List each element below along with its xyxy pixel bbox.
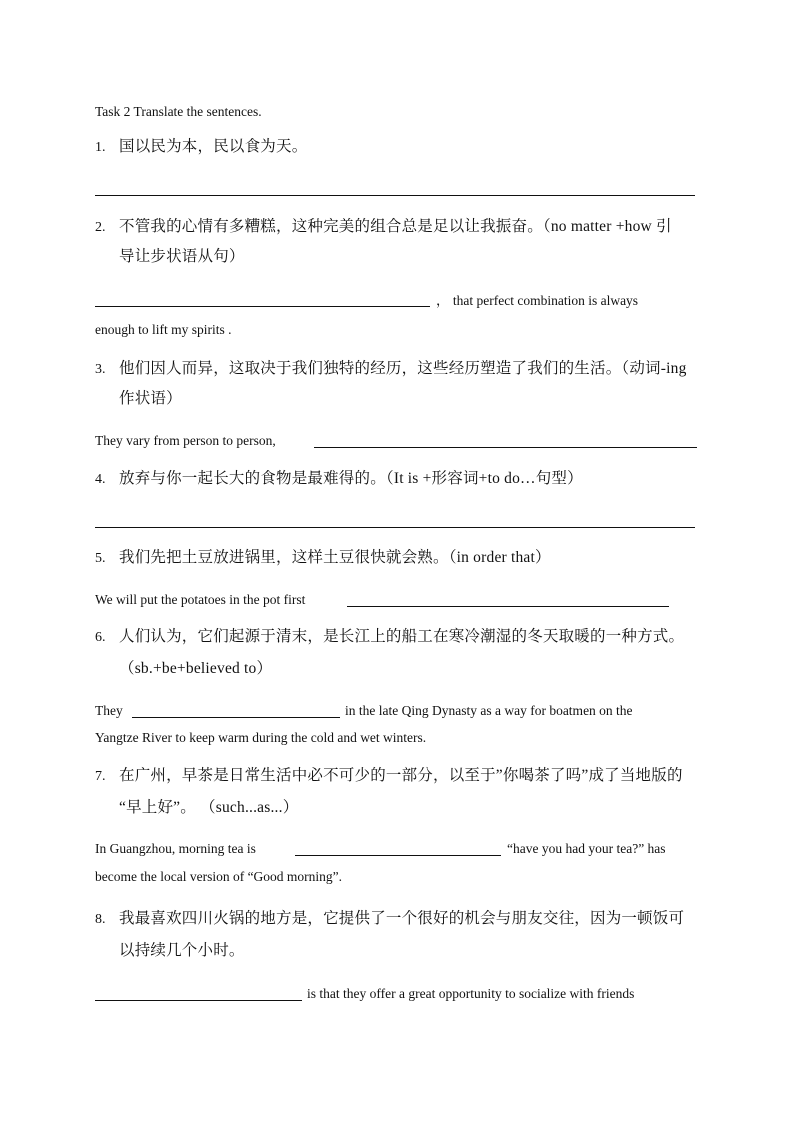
item-2-answer-part-b: enough to lift my spirits . bbox=[95, 322, 232, 337]
item-8-chinese-line1: 我最喜欢四川火锅的地方是，它提供了一个很好的机会与朋友交往，因为一顿饭可 bbox=[119, 910, 685, 927]
item-3-chinese-line1: 他们因人而异，这取决于我们独特的经历，这些经历塑造了我们的生活。（动词-ing bbox=[119, 360, 687, 377]
answer-line[interactable] bbox=[95, 195, 695, 196]
item-6-chinese-line1: 人们认为，它们起源于清末，是长江上的船工在寒冷潮湿的冬天取暖的一种方式。 bbox=[119, 628, 685, 645]
item-7-chinese-line1: 在广州，早茶是日常生活中必不可少的一部分，以至于”你喝茶了吗”成了当地版的 bbox=[119, 767, 683, 784]
item-number: 4. bbox=[95, 472, 106, 487]
item-2-answer-part-a: ， that perfect combination is always bbox=[436, 293, 639, 308]
item-3-answer-prefix: They vary from person to person, bbox=[95, 433, 276, 448]
item-number: 1. bbox=[95, 140, 106, 155]
item-7-answer-prefix: In Guangzhou, morning tea is bbox=[95, 841, 256, 856]
item-6-chinese-line2: （sb.+be+believed to） bbox=[119, 660, 273, 677]
item-6-answer-prefix: They bbox=[95, 703, 123, 718]
item-8-chinese-line2: 以持续几个小时。 bbox=[119, 942, 245, 959]
item-5-chinese: 我们先把土豆放进锅里，这样土豆很快就会熟。（in order that） bbox=[119, 549, 551, 566]
answer-line[interactable] bbox=[95, 527, 695, 528]
item-number: 8. bbox=[95, 912, 106, 927]
item-7-answer-suffix: “have you had your tea?” has bbox=[507, 841, 666, 856]
answer-blank[interactable] bbox=[95, 1000, 302, 1001]
item-number: 7. bbox=[95, 769, 106, 784]
item-number: 2. bbox=[95, 220, 106, 235]
item-5-answer-prefix: We will put the potatoes in the pot first bbox=[95, 592, 306, 607]
item-number: 3. bbox=[95, 362, 106, 377]
item-4-chinese: 放弃与你一起长大的食物是最难得的。（It is +形容词+to do…句型） bbox=[119, 470, 583, 487]
answer-blank[interactable] bbox=[347, 606, 669, 607]
item-1-chinese: 国以民为本，民以食为天。 bbox=[119, 138, 308, 155]
item-7-chinese-line2: “早上好”。 （such...as...） bbox=[119, 799, 299, 816]
task-title: Task 2 Translate the sentences. bbox=[95, 104, 262, 119]
answer-blank[interactable] bbox=[314, 447, 697, 448]
answer-blank[interactable] bbox=[132, 717, 340, 718]
item-number: 6. bbox=[95, 630, 106, 645]
item-2-chinese-line1: 不管我的心情有多糟糕，这种完美的组合总是足以让我振奋。（no matter +how 引 bbox=[119, 218, 672, 235]
item-6-answer-line2: Yangtze River to keep warm during the cold and wet winters. bbox=[95, 730, 427, 745]
item-6-answer-suffix: in the late Qing Dynasty as a way for boatmen on the bbox=[345, 703, 633, 718]
answer-blank[interactable] bbox=[95, 306, 430, 307]
item-3-chinese-line2: 作状语） bbox=[119, 390, 182, 407]
answer-blank[interactable] bbox=[295, 855, 501, 856]
item-2-chinese-line2: 导让步状语从句） bbox=[119, 248, 245, 265]
item-8-answer-suffix: is that they offer a great opportunity to socialize with friends bbox=[307, 986, 635, 1001]
item-number: 5. bbox=[95, 551, 106, 566]
item-7-answer-line2: become the local version of “Good morning”. bbox=[95, 869, 343, 884]
